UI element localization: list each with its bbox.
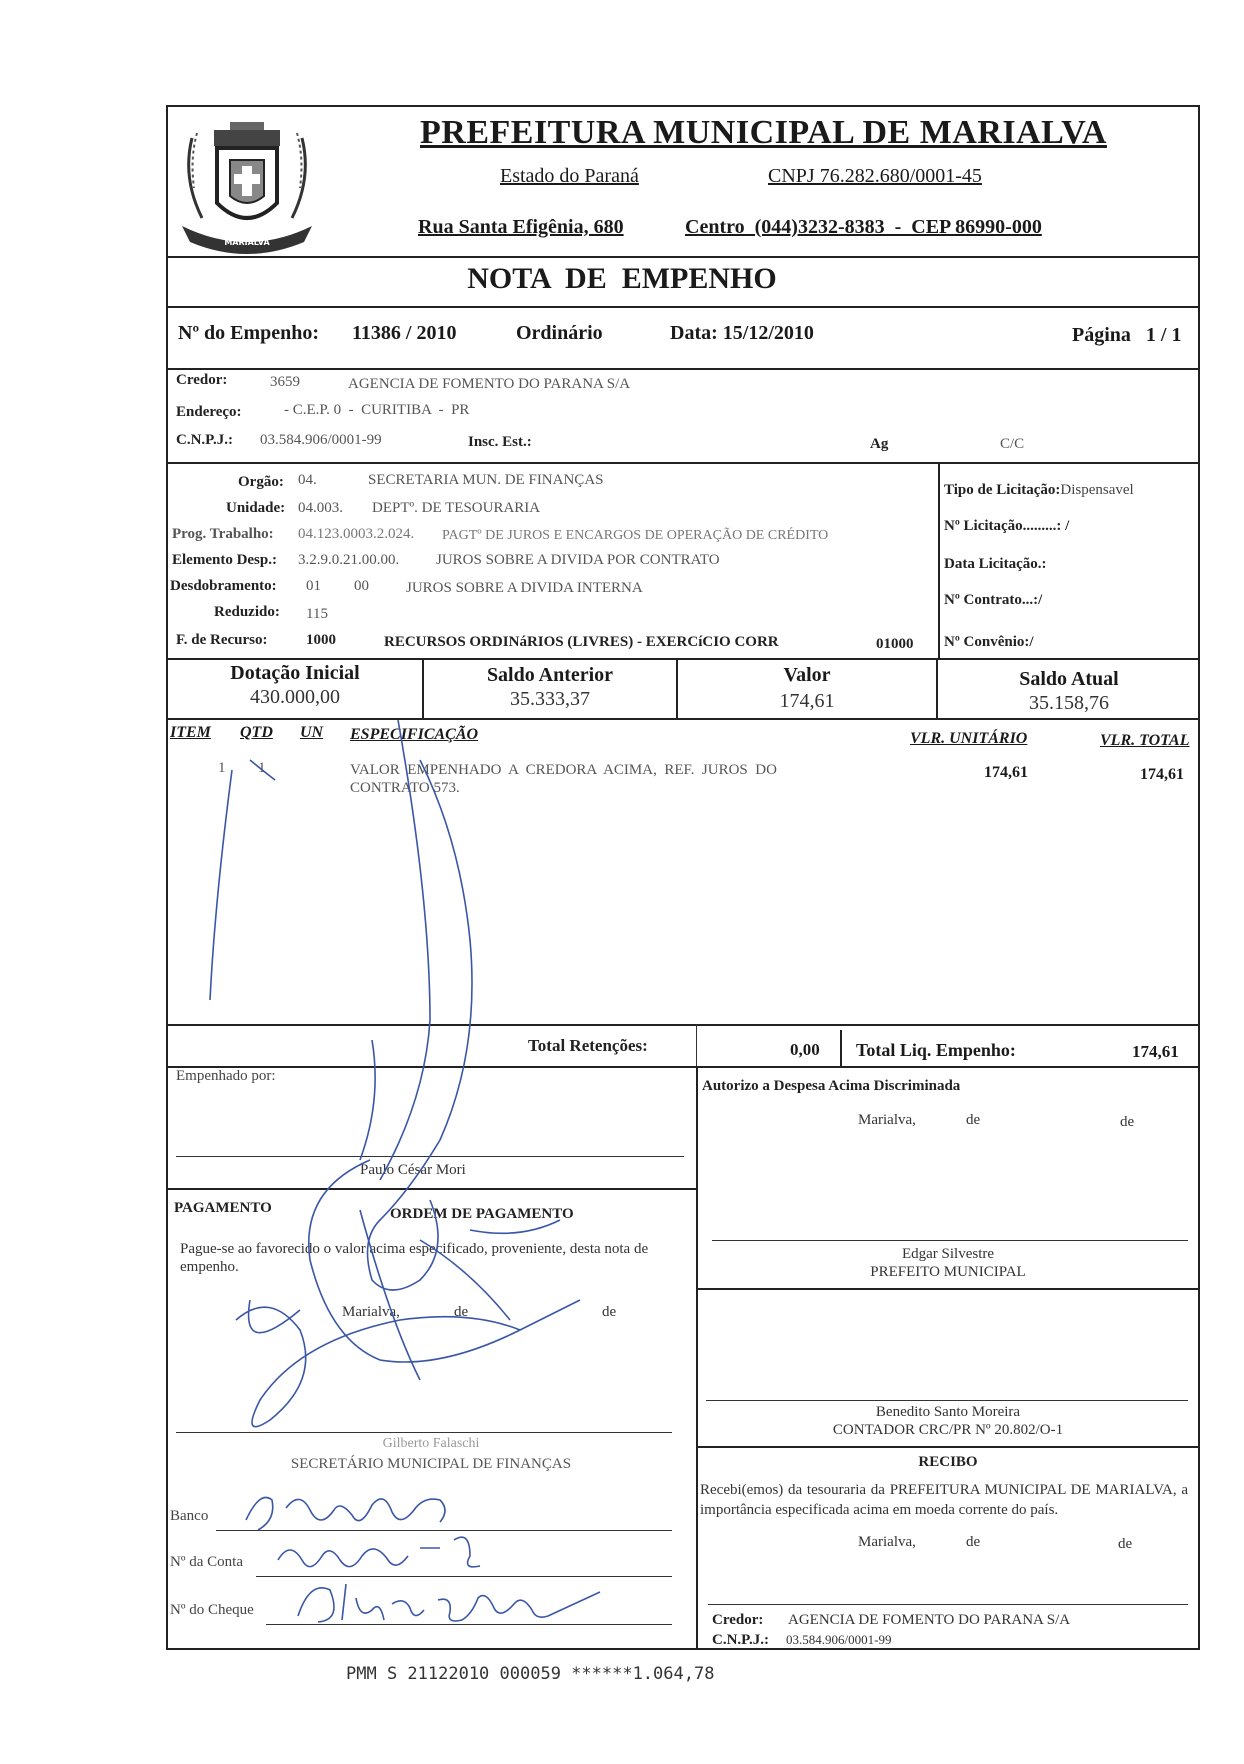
col-header-vlr-unitario: VLR. UNITÁRIO — [910, 730, 1028, 747]
licitacao-data: Data Licitação.: — [944, 556, 1047, 572]
contador-role: CONTADOR CRC/PR Nº 20.802/O-1 — [832, 1422, 1064, 1438]
credor-name: AGENCIA DE FOMENTO DO PARANA S/A — [348, 376, 631, 392]
recibo-cnpj: 03.584.906/0001-99 — [786, 1632, 892, 1647]
credor-cc-label: C/C — [1000, 436, 1025, 452]
recibo-de2: de — [1118, 1536, 1133, 1552]
recurso-name: RECURSOS ORDINáRIOS (LIVRES) - EXERCíCIO CORR — [384, 634, 779, 650]
elemento-code: 3.2.9.0.21.00.00. — [298, 552, 400, 568]
recurso-code2: 01000 — [876, 636, 914, 652]
recibo-label: RECIBO — [918, 1454, 978, 1470]
recibo-place: Marialva, — [858, 1534, 916, 1550]
state-name: Estado do Paraná — [500, 165, 639, 187]
prog-code: 04.123.0003.2.024. — [298, 526, 415, 542]
empenho-number: 11386 / 2010 — [352, 322, 457, 344]
document-title: NOTA DE EMPENHO — [467, 262, 777, 295]
recibo-credor-label: Credor: — [712, 1612, 764, 1628]
credor-ag-label: Ag — [870, 436, 889, 452]
saldo-atual-value: 35.158,76 — [1029, 692, 1109, 714]
total-liquido-value: 174,61 — [1132, 1042, 1179, 1061]
recibo-de1: de — [966, 1534, 981, 1550]
banco-label: Banco — [170, 1508, 209, 1524]
municipality-title: PREFEITURA MUNICIPAL DE MARIALVA — [420, 114, 1107, 151]
convenio-numero: Nº Convênio:/ — [944, 634, 1034, 650]
municipality-cnpj: CNPJ 76.282.680/0001-45 — [768, 165, 982, 187]
saldo-atual-label: Saldo Atual — [1019, 668, 1119, 690]
reduzido-value: 115 — [306, 606, 328, 622]
ordem-pagamento-label: ORDEM DE PAGAMENTO — [390, 1206, 574, 1222]
contador-name: Benedito Santo Moreira — [875, 1404, 1021, 1420]
row-spec-line2: CONTRATO 573. — [350, 780, 460, 796]
row-qtd: 1 — [258, 760, 266, 776]
col-header-vlr-total: VLR. TOTAL — [1100, 732, 1190, 749]
empenhado-label: Empenhado por: — [176, 1068, 276, 1084]
prefeito-role: PREFEITO MUNICIPAL — [870, 1264, 1026, 1280]
empenho-date: Data: 15/12/2010 — [670, 322, 814, 344]
valor-label: Valor — [783, 664, 831, 686]
total-retencoes-label: Total Retenções: — [528, 1036, 648, 1055]
unidade-code: 04.003. — [298, 500, 343, 516]
unidade-name: DEPTº. DE TESOURARIA — [372, 500, 541, 516]
row-item: 1 — [218, 760, 226, 776]
recibo-text: Recebi(emos) da tesouraria da PREFEITURA MUNICIPAL DE MARIALVA, a importância especificada acima em moeda corrente do país. — [700, 1482, 1188, 1518]
conta-label: Nº da Conta — [170, 1554, 243, 1570]
contrato-numero: Nº Contrato...:/ — [944, 592, 1043, 608]
municipality-address: Rua Santa Efigênia, 680 — [418, 216, 624, 238]
col-header-item: ITEM — [170, 724, 211, 741]
credor-address-label: Endereço: — [176, 404, 242, 420]
autorizo-label: Autorizo a Despesa Acima Discriminada — [702, 1078, 961, 1094]
credor-insc-label: Insc. Est.: — [468, 434, 532, 450]
page-number: Página 1 / 1 — [1072, 324, 1182, 346]
autorizo-place: Marialva, — [858, 1112, 916, 1128]
desdobramento-code2: 00 — [354, 578, 369, 594]
total-liquido-label: Total Liq. Empenho: — [856, 1040, 1016, 1060]
col-header-especificacao: ESPECIFICAÇÃO — [350, 726, 479, 743]
prefeito-name: Edgar Silvestre — [901, 1246, 995, 1262]
dotacao-label: Dotação Inicial — [230, 662, 360, 684]
elemento-name: JUROS SOBRE A DIVIDA POR CONTRATO — [436, 552, 720, 568]
secretario-name: Gilberto Falaschi — [382, 1436, 480, 1451]
total-retencoes-value: 0,00 — [790, 1040, 820, 1059]
prog-name: PAGTº DE JUROS E ENCARGOS DE OPERAÇÃO DE CRÉDITO — [442, 528, 829, 543]
credor-cnpj: 03.584.906/0001-99 — [260, 432, 382, 448]
credor-address: - C.E.P. 0 - CURITIBA - PR — [284, 402, 470, 418]
col-header-un: UN — [300, 724, 324, 741]
pagamento-de2: de — [602, 1304, 617, 1320]
recurso-label: F. de Recurso: — [176, 632, 268, 648]
orgao-name: SECRETARIA MUN. DE FINANÇAS — [368, 472, 604, 488]
recibo-credor-name: AGENCIA DE FOMENTO DO PARANA S/A — [788, 1612, 1071, 1628]
pagamento-place: Marialva, — [342, 1304, 400, 1320]
credor-code: 3659 — [270, 374, 300, 390]
autorizo-de1: de — [966, 1112, 981, 1128]
pagamento-de1: de — [454, 1304, 469, 1320]
municipality-contact: Centro (044)3232-8383 - CEP 86990-000 — [685, 216, 1042, 238]
orgao-label: Orgão: — [238, 474, 284, 490]
pagamento-text: Pague-se ao favorecido o valor acima especificado, proveniente, desta nota de empenho. — [180, 1241, 649, 1275]
cheque-label: Nº do Cheque — [170, 1602, 254, 1618]
bank-authentication: PMM S 21122010 000059 ******1.064,78 — [346, 1664, 715, 1684]
autorizo-de2: de — [1120, 1114, 1135, 1130]
prog-label: Prog. Trabalho: — [172, 526, 274, 542]
desdobramento-label: Desdobramento: — [170, 578, 277, 594]
credor-label: Credor: — [176, 372, 228, 388]
col-header-qtd: QTD — [240, 724, 273, 741]
valor-value: 174,61 — [779, 690, 835, 712]
credor-cnpj-label: C.N.P.J.: — [176, 432, 233, 448]
saldo-anterior-label: Saldo Anterior — [486, 664, 614, 686]
dotacao-value: 430.000,00 — [250, 686, 340, 708]
licitacao-tipo-label: Tipo de Licitação:Dispensavel — [944, 482, 1134, 498]
recibo-cnpj-label: C.N.P.J.: — [712, 1632, 769, 1648]
desdobramento-code1: 01 — [306, 578, 321, 594]
row-spec-line1: VALOR EMPENHADO A CREDORA ACIMA, REF. JUROS DO — [350, 762, 777, 778]
licitacao-numero: Nº Licitação.........: / — [944, 518, 1070, 534]
pagamento-label: PAGAMENTO — [174, 1200, 272, 1216]
secretario-role: SECRETÁRIO MUNICIPAL DE FINANÇAS — [290, 1456, 572, 1472]
elemento-label: Elemento Desp.: — [172, 552, 277, 568]
empenhado-signer: Paulo César Mori — [360, 1162, 466, 1178]
reduzido-label: Reduzido: — [214, 604, 280, 620]
desdobramento-name: JUROS SOBRE A DIVIDA INTERNA — [406, 580, 643, 596]
recurso-code: 1000 — [306, 632, 336, 648]
empenho-type: Ordinário — [516, 322, 603, 344]
orgao-code: 04. — [298, 472, 317, 488]
empenho-number-label: Nº do Empenho: — [178, 322, 320, 344]
saldo-anterior-value: 35.333,37 — [510, 688, 590, 710]
row-vlr-total: 174,61 — [1140, 766, 1184, 783]
row-vlr-unitario: 174,61 — [984, 764, 1028, 781]
svg-text:MARIALVA: MARIALVA — [224, 238, 270, 247]
unidade-label: Unidade: — [226, 500, 286, 516]
